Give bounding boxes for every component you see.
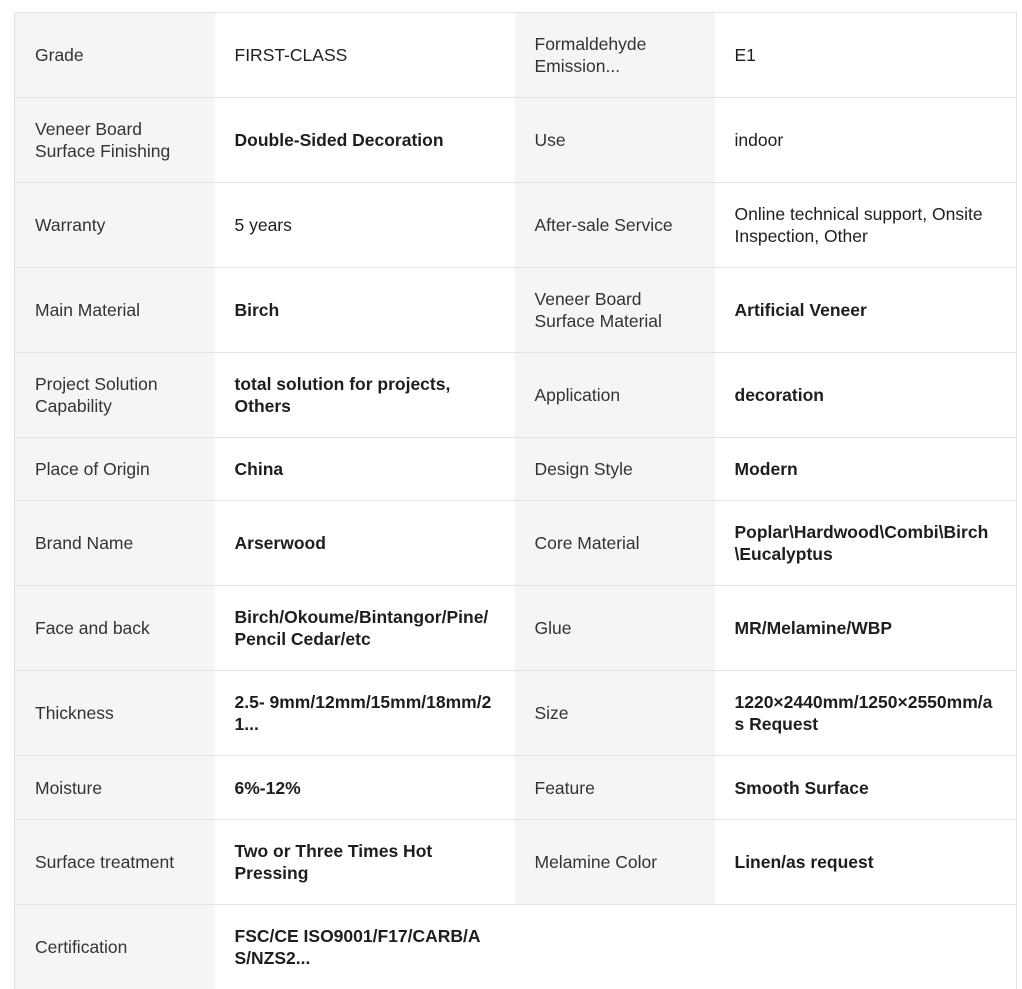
spec-value: Two or Three Times Hot Pressing <box>215 820 515 905</box>
spec-label: Core Material <box>515 501 715 586</box>
spec-value: MR/Melamine/WBP <box>715 586 1017 671</box>
spec-label: Application <box>515 353 715 438</box>
spec-label: Certification <box>15 905 215 989</box>
spec-value: indoor <box>715 98 1017 183</box>
spec-row-moisture <box>15 756 1017 820</box>
spec-value: 2.5- 9mm/12mm/15mm/18mm/21... <box>215 671 515 756</box>
spec-row-main-material <box>15 268 1017 353</box>
spec-row-face-back <box>15 586 1017 671</box>
spec-label: Brand Name <box>15 501 215 586</box>
spec-label: Grade <box>15 13 215 98</box>
spec-label: Use <box>515 98 715 183</box>
spec-label: Thickness <box>15 671 215 756</box>
spec-value: 5 years <box>215 183 515 268</box>
spec-label: Project Solution Capability <box>15 353 215 438</box>
spec-value: Birch <box>215 268 515 353</box>
spec-label: Melamine Color <box>515 820 715 905</box>
spec-label: Glue <box>515 586 715 671</box>
spec-row-veneer-finishing <box>15 98 1017 183</box>
spec-value: Online technical support, Onsite Inspection, Other <box>715 183 1017 268</box>
spec-row-thickness <box>15 671 1017 756</box>
spec-label: Face and back <box>15 586 215 671</box>
spec-row-brand <box>15 501 1017 586</box>
spec-label: Main Material <box>15 268 215 353</box>
spec-value: FIRST-CLASS <box>215 13 515 98</box>
spec-label: Size <box>515 671 715 756</box>
spec-value: FSC/CE ISO9001/F17/CARB/AS/NZS2... <box>215 905 515 989</box>
spec-value: Birch/Okoume/Bintangor/Pine/ Pencil Cedar/etc <box>215 586 515 671</box>
spec-label: Feature <box>515 756 715 820</box>
spec-label: Design Style <box>515 438 715 501</box>
empty-cell <box>515 905 715 989</box>
spec-label: After-sale Service <box>515 183 715 268</box>
spec-value: total solution for projects, Others <box>215 353 515 438</box>
spec-value: Poplar\Hardwood\Combi\Birch \Eucalyptus <box>715 501 1017 586</box>
spec-label: Moisture <box>15 756 215 820</box>
spec-label: Place of Origin <box>15 438 215 501</box>
spec-label: Warranty <box>15 183 215 268</box>
spec-label: Veneer Board Surface Material <box>515 268 715 353</box>
spec-value: 6%-12% <box>215 756 515 820</box>
spec-label: Formaldehyde Emission... <box>515 13 715 98</box>
spec-row-origin <box>15 438 1017 501</box>
spec-value: Linen/as request <box>715 820 1017 905</box>
spec-row-grade <box>15 13 1017 98</box>
specifications-table <box>14 12 1017 989</box>
spec-row-warranty <box>15 183 1017 268</box>
spec-value: Arserwood <box>215 501 515 586</box>
spec-row-certification <box>15 905 1017 989</box>
spec-value: E1 <box>715 13 1017 98</box>
spec-value: Modern <box>715 438 1017 501</box>
spec-label: Veneer Board Surface Finishing <box>15 98 215 183</box>
spec-value: Artificial Veneer <box>715 268 1017 353</box>
spec-value: China <box>215 438 515 501</box>
spec-label: Surface treatment <box>15 820 215 905</box>
spec-row-project-solution <box>15 353 1017 438</box>
spec-row-surface-treatment <box>15 820 1017 905</box>
spec-value: 1220×2440mm/1250×2550mm/as Request <box>715 671 1017 756</box>
empty-cell <box>715 905 1017 989</box>
spec-value: decoration <box>715 353 1017 438</box>
spec-value: Smooth Surface <box>715 756 1017 820</box>
spec-value: Double-Sided Decoration <box>215 98 515 183</box>
